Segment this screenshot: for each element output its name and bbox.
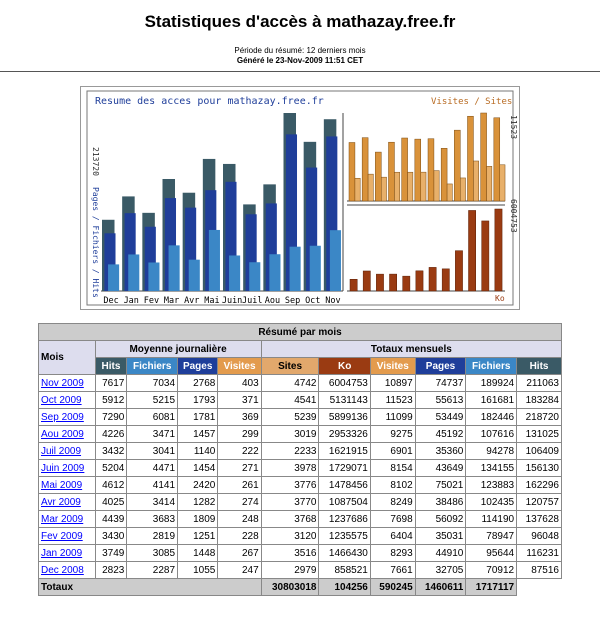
daily-visites: 403	[218, 375, 261, 392]
page-title: Statistiques d'accès à mathazay.free.fr	[144, 12, 456, 31]
monthly-fichiers: 189924	[466, 375, 517, 392]
bar-ko	[429, 267, 436, 291]
table-title: Résumé par mois	[39, 324, 562, 341]
x-tick-label: Mai	[204, 296, 220, 306]
month-link[interactable]: Nov 2009	[41, 377, 84, 389]
daily-fichiers: 3471	[127, 426, 178, 443]
monthly-ko: 6004753	[319, 375, 370, 392]
month-link[interactable]: Mar 2009	[41, 513, 84, 525]
daily-hits: 3430	[95, 528, 127, 545]
col-fichiers-daily: Fichiers	[127, 358, 178, 375]
monthly-visites: 6901	[370, 443, 415, 460]
bar-pages	[108, 264, 119, 291]
bar-sites	[381, 177, 386, 201]
monthly-pages: 44910	[415, 545, 466, 562]
month-cell	[39, 409, 96, 426]
month-link[interactable]: Mai 2009	[41, 479, 83, 491]
monthly-visites: 9275	[370, 426, 415, 443]
month-cell	[39, 528, 96, 545]
monthly-fichiers: 95644	[466, 545, 517, 562]
month-link[interactable]: Jan 2009	[41, 547, 83, 559]
table-row	[39, 460, 562, 477]
monthly-hits: 183284	[517, 392, 562, 409]
x-tick-label: Mar	[163, 296, 180, 306]
col-pages-daily: Pages	[178, 358, 218, 375]
monthly-hits: 120757	[517, 494, 562, 511]
x-tick-label: Nov	[325, 296, 341, 306]
monthly-pages: 32705	[415, 562, 466, 579]
monthly-visites: 7698	[370, 511, 415, 528]
daily-fichiers: 4471	[127, 460, 178, 477]
monthly-pages: 45192	[415, 426, 466, 443]
x-tick-label: Oct	[305, 296, 321, 306]
col-hits-daily: Hits	[95, 358, 127, 375]
table-row	[39, 494, 562, 511]
table-row	[39, 375, 562, 392]
month-link[interactable]: Juin 2009	[41, 462, 85, 474]
daily-fichiers: 2819	[127, 528, 178, 545]
bar-visites	[454, 130, 460, 201]
monthly-fichiers: 102435	[466, 494, 517, 511]
bar-ko	[442, 269, 449, 291]
bar-pages	[330, 230, 341, 291]
monthly-pages: 35360	[415, 443, 466, 460]
daily-visites: 228	[218, 528, 261, 545]
daily-pages: 1140	[178, 443, 218, 460]
monthly-sites: 3978	[261, 460, 319, 477]
monthly-sites: 3019	[261, 426, 319, 443]
month-cell	[39, 494, 96, 511]
total-fichiers: 1460611	[415, 579, 466, 596]
monthly-fichiers: 134155	[466, 460, 517, 477]
monthly-visites: 8102	[370, 477, 415, 494]
bar-sites	[460, 178, 465, 201]
daily-hits: 2823	[95, 562, 127, 579]
monthly-visites: 6404	[370, 528, 415, 545]
month-cell	[39, 477, 96, 494]
left-axis-label: Pages / Fichiers / Hits	[91, 187, 100, 298]
monthly-visites: 7661	[370, 562, 415, 579]
monthly-hits: 96048	[517, 528, 562, 545]
monthly-totals-header: Totaux mensuels	[261, 341, 561, 358]
summary-chart-svg	[81, 87, 519, 309]
bar-visites	[494, 118, 500, 201]
daily-visites: 261	[218, 477, 261, 494]
bar-ko	[495, 209, 502, 291]
monthly-summary-table	[38, 323, 562, 596]
bar-sites	[487, 166, 492, 201]
monthly-pages: 56092	[415, 511, 466, 528]
col-fichiers-monthly: Fichiers	[466, 358, 517, 375]
left-axis-max: 213720	[91, 147, 100, 176]
table-row	[39, 392, 562, 409]
bar-visites	[349, 142, 355, 201]
bar-ko	[363, 271, 370, 291]
daily-fichiers: 5215	[127, 392, 178, 409]
col-pages-monthly: Pages	[415, 358, 466, 375]
month-cell	[39, 375, 96, 392]
daily-fichiers: 3041	[127, 443, 178, 460]
monthly-fichiers: 182446	[466, 409, 517, 426]
monthly-sites: 2233	[261, 443, 319, 460]
bar-ko	[482, 221, 489, 291]
monthly-hits: 87516	[517, 562, 562, 579]
monthly-ko: 1466430	[319, 545, 370, 562]
bar-ko	[469, 210, 476, 291]
monthly-hits: 106409	[517, 443, 562, 460]
monthly-visites: 8293	[370, 545, 415, 562]
bar-pages	[229, 255, 240, 291]
monthly-sites: 5239	[261, 409, 319, 426]
chart-right-legend: Visites / Sites	[431, 97, 513, 107]
monthly-sites: 3120	[261, 528, 319, 545]
bar-sites	[355, 178, 360, 201]
month-cell	[39, 460, 96, 477]
monthly-fichiers: 123883	[466, 477, 517, 494]
monthly-hits: 137628	[517, 511, 562, 528]
monthly-ko: 1237686	[319, 511, 370, 528]
monthly-hits: 218720	[517, 409, 562, 426]
x-tick-label: Juin	[221, 296, 243, 306]
daily-visites: 299	[218, 426, 261, 443]
bar-ko	[416, 271, 423, 291]
divider	[0, 71, 600, 72]
mois-header: Mois	[39, 341, 96, 375]
month-link[interactable]: Avr 2009	[41, 496, 81, 508]
table-row	[39, 477, 562, 494]
daily-hits: 3432	[95, 443, 127, 460]
right-top-axis-max: 11523	[509, 115, 518, 140]
daily-pages: 1457	[178, 426, 218, 443]
daily-pages: 2768	[178, 375, 218, 392]
generated-text: Généré le 23-Nov-2009 11:51 CET	[236, 56, 364, 65]
x-tick-label: Avr	[184, 296, 200, 306]
col-hits-monthly: Hits	[517, 358, 562, 375]
right-bottom-unit: Ko	[495, 294, 505, 303]
daily-fichiers: 2287	[127, 562, 178, 579]
monthly-sites: 3516	[261, 545, 319, 562]
month-cell	[39, 511, 96, 528]
bar-visites	[441, 148, 447, 201]
monthly-ko: 1621915	[319, 443, 370, 460]
bar-ko	[390, 274, 397, 291]
table-row	[39, 443, 562, 460]
daily-fichiers: 7034	[127, 375, 178, 392]
month-cell	[39, 426, 96, 443]
x-tick-label: Dec	[103, 296, 119, 306]
monthly-ko: 1235575	[319, 528, 370, 545]
monthly-visites: 11099	[370, 409, 415, 426]
bar-sites	[500, 165, 505, 201]
bar-sites	[421, 172, 426, 201]
daily-visites: 248	[218, 511, 261, 528]
daily-pages: 2420	[178, 477, 218, 494]
daily-pages: 1251	[178, 528, 218, 545]
daily-pages: 1055	[178, 562, 218, 579]
monthly-fichiers: 78947	[466, 528, 517, 545]
summary-chart	[80, 86, 520, 310]
x-tick-label: Sep	[284, 296, 301, 306]
bar-pages	[249, 262, 260, 291]
bar-sites	[434, 171, 439, 201]
table-row	[39, 511, 562, 528]
daily-visites: 247	[218, 562, 261, 579]
totals-row	[39, 579, 562, 596]
bar-pages	[269, 254, 280, 291]
monthly-fichiers: 114190	[466, 511, 517, 528]
bar-sites	[447, 184, 452, 201]
bar-sites	[394, 172, 399, 201]
daily-visites: 369	[218, 409, 261, 426]
daily-visites: 271	[218, 460, 261, 477]
bar-visites	[375, 152, 381, 201]
daily-hits: 5912	[95, 392, 127, 409]
month-link[interactable]: Sep 2009	[41, 411, 84, 423]
monthly-ko: 1087504	[319, 494, 370, 511]
bar-visites	[362, 138, 368, 201]
bar-visites	[428, 139, 434, 201]
daily-visites: 371	[218, 392, 261, 409]
table-row	[39, 426, 562, 443]
monthly-visites: 8249	[370, 494, 415, 511]
monthly-pages: 55613	[415, 392, 466, 409]
monthly-sites: 3776	[261, 477, 319, 494]
monthly-ko: 1729071	[319, 460, 370, 477]
monthly-visites: 10897	[370, 375, 415, 392]
daily-visites: 222	[218, 443, 261, 460]
bar-ko	[350, 279, 357, 291]
daily-pages: 1809	[178, 511, 218, 528]
table-row	[39, 562, 562, 579]
bar-sites	[408, 172, 413, 201]
right-bottom-axis-max: 6004753	[509, 199, 518, 233]
monthly-pages: 43649	[415, 460, 466, 477]
bar-pages	[209, 230, 220, 291]
month-cell	[39, 562, 96, 579]
col-visites-monthly: Visites	[370, 358, 415, 375]
col-visites-daily: Visites	[218, 358, 261, 375]
bar-sites	[473, 161, 478, 201]
monthly-visites: 11523	[370, 392, 415, 409]
daily-hits: 4025	[95, 494, 127, 511]
bar-pages	[189, 260, 200, 291]
table-row	[39, 545, 562, 562]
monthly-hits: 211063	[517, 375, 562, 392]
daily-hits: 4226	[95, 426, 127, 443]
x-tick-label: Jan	[123, 296, 139, 306]
daily-fichiers: 4141	[127, 477, 178, 494]
monthly-ko: 858521	[319, 562, 370, 579]
bar-ko	[403, 276, 410, 291]
bar-visites	[481, 113, 487, 201]
month-cell	[39, 443, 96, 460]
monthly-sites: 3770	[261, 494, 319, 511]
monthly-fichiers: 70912	[466, 562, 517, 579]
month-link[interactable]: Dec 2008	[41, 564, 84, 576]
daily-pages: 1448	[178, 545, 218, 562]
bar-ko	[376, 274, 383, 291]
monthly-ko: 5899136	[319, 409, 370, 426]
monthly-ko: 1478456	[319, 477, 370, 494]
monthly-hits: 116231	[517, 545, 562, 562]
daily-visites: 274	[218, 494, 261, 511]
monthly-pages: 75021	[415, 477, 466, 494]
daily-pages: 1282	[178, 494, 218, 511]
monthly-ko: 5131143	[319, 392, 370, 409]
col-ko: Ko	[319, 358, 370, 375]
monthly-sites: 4742	[261, 375, 319, 392]
daily-fichiers: 3085	[127, 545, 178, 562]
daily-hits: 5204	[95, 460, 127, 477]
monthly-visites: 8154	[370, 460, 415, 477]
daily-fichiers: 6081	[127, 409, 178, 426]
period-text: Période du résumé: 12 derniers mois	[234, 46, 366, 55]
col-sites: Sites	[261, 358, 319, 375]
daily-hits: 4439	[95, 511, 127, 528]
daily-pages: 1793	[178, 392, 218, 409]
month-cell	[39, 545, 96, 562]
monthly-sites: 4541	[261, 392, 319, 409]
x-tick-label: Aou	[264, 296, 281, 306]
daily-fichiers: 3414	[127, 494, 178, 511]
bar-ko	[455, 251, 462, 291]
monthly-pages: 38486	[415, 494, 466, 511]
total-pages: 590245	[370, 579, 415, 596]
month-link[interactable]: Aou 2009	[41, 428, 84, 440]
monthly-pages: 74737	[415, 375, 466, 392]
total-ko: 30803018	[261, 579, 319, 596]
bar-visites	[389, 142, 395, 201]
monthly-ko: 2953326	[319, 426, 370, 443]
daily-hits: 7290	[95, 409, 127, 426]
daily-visites: 267	[218, 545, 261, 562]
daily-pages: 1454	[178, 460, 218, 477]
daily-pages: 1781	[178, 409, 218, 426]
daily-hits: 7617	[95, 375, 127, 392]
monthly-fichiers: 161681	[466, 392, 517, 409]
daily-average-header: Moyenne journalière	[95, 341, 261, 358]
month-link[interactable]: Juil 2009	[41, 445, 82, 457]
totals-label: Totaux	[39, 579, 262, 596]
x-tick-label: Juil	[242, 296, 263, 306]
table-row	[39, 409, 562, 426]
monthly-pages: 53449	[415, 409, 466, 426]
monthly-hits: 156130	[517, 460, 562, 477]
x-tick-label: Fev	[143, 296, 160, 306]
bar-visites	[415, 139, 421, 201]
monthly-hits: 162296	[517, 477, 562, 494]
month-link[interactable]: Oct 2009	[41, 394, 82, 406]
monthly-fichiers: 107616	[466, 426, 517, 443]
total-hits: 1717117	[466, 579, 517, 596]
bar-pages	[169, 245, 180, 291]
total-visites: 104256	[319, 579, 370, 596]
month-link[interactable]: Fev 2009	[41, 530, 83, 542]
table-row	[39, 528, 562, 545]
bar-visites	[402, 138, 408, 201]
chart-title: Resume des acces pour mathazay.free.fr	[95, 96, 324, 107]
bar-pages	[128, 254, 139, 291]
daily-fichiers: 3683	[127, 511, 178, 528]
monthly-sites: 3768	[261, 511, 319, 528]
bar-pages	[290, 247, 301, 291]
monthly-sites: 2979	[261, 562, 319, 579]
bar-visites	[468, 116, 474, 201]
bar-pages	[310, 246, 321, 291]
monthly-fichiers: 94278	[466, 443, 517, 460]
daily-hits: 4612	[95, 477, 127, 494]
month-cell	[39, 392, 96, 409]
monthly-hits: 131025	[517, 426, 562, 443]
daily-hits: 3749	[95, 545, 127, 562]
bar-sites	[368, 174, 373, 201]
monthly-pages: 35031	[415, 528, 466, 545]
bar-pages	[148, 262, 159, 291]
table-body	[39, 375, 562, 579]
